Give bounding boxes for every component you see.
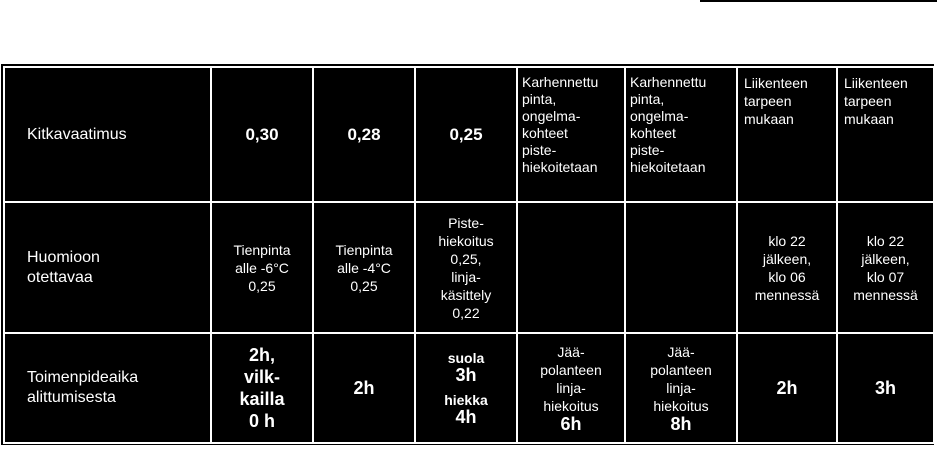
table-cell: 2h, vilk- kailla 0 h [211,333,313,443]
table-cell: 3h [837,333,934,443]
table-cell: 0,28 [313,67,415,202]
row-header-kitkavaatimus: Kitkavaatimus [4,67,211,202]
cell-time: 8h [670,414,692,434]
table-cell: Piste- hiekoitus 0,25, linja- käsittely 0,22 [415,202,517,333]
table-cell [625,333,737,443]
table-cell: 0,25 [415,67,517,202]
table-cell: 0,30 [211,67,313,202]
cell-text: Jää- polanteen linja- hiekoitus [540,344,602,414]
table-cell: Liikenteen tarpeen mukaan [837,67,934,202]
table-row [4,333,934,443]
table-cell: klo 22 jälkeen, klo 07 mennessä [837,202,934,333]
table-cell: 2h [313,333,415,443]
sand-time: 4h [455,407,477,427]
row-header-huomioon: Huomioon otettavaa [4,202,211,333]
salt-label: suola [447,350,485,366]
row-header-toimenpideaika: Toimenpideaika alittumisesta [4,333,211,443]
salt-time: 3h [455,365,477,385]
table-cell: Tienpinta alle -6°C 0,25 [211,202,313,333]
winter-maintenance-table [3,66,935,444]
table-cell: 2h [737,333,837,443]
table-cell [517,333,625,443]
table-cell: Tienpinta alle -4°C 0,25 [313,202,415,333]
table-cell [625,202,737,333]
top-border-line [700,0,937,2]
table-cell: Karhennettu pinta, ongelma- kohteet piste- hiekoitetaan [517,67,625,202]
sand-label: hiekka [444,392,488,408]
table-cell: klo 22 jälkeen, klo 06 mennessä [737,202,837,333]
table-cell-salt-sand [415,333,517,443]
table-row [4,67,934,202]
table-cell [517,202,625,333]
table-row [4,202,934,333]
table-cell: Liikenteen tarpeen mukaan [737,67,837,202]
cell-time: 6h [560,414,582,434]
table-cell: Karhennettu pinta, ongelma- kohteet piste- hiekoitetaan [625,67,737,202]
cell-text: Jää- polanteen linja- hiekoitus [650,344,712,414]
